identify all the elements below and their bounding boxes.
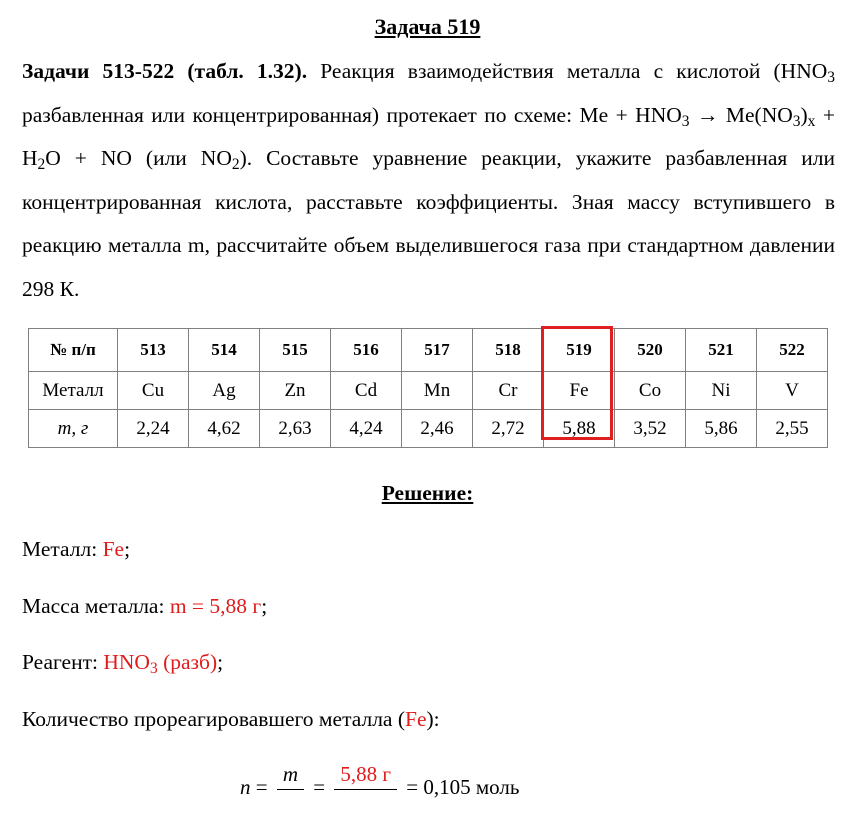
- punctuation: ):: [426, 707, 440, 731]
- table-row: [29, 329, 828, 372]
- formula-result: = 0,105: [406, 774, 471, 799]
- problem-lead: Задачи 513-522 (табл. 1.32).: [22, 59, 308, 83]
- table-cell: 515: [260, 329, 331, 372]
- equals-sign: =: [313, 774, 326, 799]
- statement-text: O + NO (или NO: [45, 146, 232, 170]
- statement-text: разбавленная или концентрированная) протекает по схеме: Me + HNO: [22, 102, 682, 127]
- fraction: [334, 762, 397, 816]
- table-cell: V: [757, 372, 828, 410]
- subscript: 3: [149, 659, 158, 677]
- punctuation: ;: [261, 594, 268, 618]
- formula-unit: моль: [475, 774, 520, 799]
- row-header: [29, 410, 118, 448]
- subscript: 2: [231, 155, 240, 173]
- reagent-value: [103, 650, 218, 677]
- table-cell: 517: [402, 329, 473, 372]
- metal-value: Fe: [102, 537, 125, 561]
- reagent-note: (разб): [157, 650, 218, 674]
- formula-lhs: n: [240, 774, 251, 799]
- solution-amount-line: [22, 707, 440, 732]
- statement-text: → Me(NO: [689, 102, 793, 127]
- problem-statement: [22, 50, 835, 311]
- table-cell: 519: [544, 329, 615, 372]
- table-cell: Zn: [260, 372, 331, 410]
- mass-label: Масса металла:: [22, 594, 170, 618]
- amount-formula: [240, 762, 519, 816]
- fraction-numerator: 5,88 г: [334, 762, 397, 790]
- statement-text: ). Составьте уравнение реакции, укажите разбавленная или концентрированная кислота, расставьте коэффициенты. Зная массу вступившего в реакцию металла m, рассчитайте объем выделившегося газа при стандартном давлении 298 К.: [22, 146, 835, 301]
- subscript: x: [807, 112, 816, 130]
- table-cell: 513: [118, 329, 189, 372]
- table-cell: 516: [331, 329, 402, 372]
- reagent-formula: HNO: [103, 650, 150, 674]
- table-cell: 4,62: [189, 410, 260, 448]
- fraction: [277, 762, 304, 816]
- table-cell: 514: [189, 329, 260, 372]
- table-cell: 4,24: [331, 410, 402, 448]
- amount-value: Fe: [405, 707, 427, 731]
- table-cell: 2,46: [402, 410, 473, 448]
- table-cell: 520: [615, 329, 686, 372]
- table-cell: Co: [615, 372, 686, 410]
- solution-mass-line: [22, 594, 267, 619]
- solution-reagent-line: [22, 650, 223, 675]
- row-header: Металл: [29, 372, 118, 410]
- subscript: 2: [37, 155, 46, 173]
- table-cell: 5,86: [686, 410, 757, 448]
- amount-label: Количество прореагировавшего металла (: [22, 707, 406, 731]
- table-cell: Ag: [189, 372, 260, 410]
- data-table: [28, 328, 828, 448]
- metal-label: Металл:: [22, 537, 103, 561]
- punctuation: ;: [217, 650, 224, 674]
- solution-title: Решение:: [381, 481, 474, 505]
- fraction-denominator: [334, 790, 397, 816]
- punctuation: ;: [124, 537, 131, 561]
- table-cell: 2,24: [118, 410, 189, 448]
- table-cell: 2,72: [473, 410, 544, 448]
- subscript: 3: [792, 112, 801, 130]
- table-cell: 521: [686, 329, 757, 372]
- table-cell: 2,55: [757, 410, 828, 448]
- table-cell: 2,63: [260, 410, 331, 448]
- table-cell: 5,88: [544, 410, 615, 448]
- statement-text: ): [800, 102, 808, 127]
- row-header: № п/п: [29, 329, 118, 372]
- table-cell: 522: [757, 329, 828, 372]
- reagent-label: Реагент:: [22, 650, 104, 674]
- table-cell: 3,52: [615, 410, 686, 448]
- table-cell: 518: [473, 329, 544, 372]
- statement-text: + H: [22, 102, 835, 170]
- solution-metal-line: [22, 537, 130, 562]
- fraction-numerator: m: [277, 762, 304, 790]
- statement-text: Реакция взаимодействия металла с кислотой (HNO: [307, 59, 828, 83]
- table-cell: Mn: [402, 372, 473, 410]
- table-cell: Cr: [473, 372, 544, 410]
- fraction-denominator: [277, 790, 304, 816]
- table-cell: Cu: [118, 372, 189, 410]
- table-cell: Ni: [686, 372, 757, 410]
- table-row: [29, 372, 828, 410]
- page-title: Задача 519: [374, 14, 481, 39]
- table-cell: Cd: [331, 372, 402, 410]
- table-cell: Fe: [544, 372, 615, 410]
- subscript: 3: [827, 68, 835, 86]
- mass-value: m = 5,88 г: [169, 594, 262, 618]
- subscript: 3: [681, 112, 690, 130]
- table-row: [29, 410, 828, 448]
- row-header-italic: m, г: [57, 417, 89, 439]
- equals-sign: =: [255, 774, 268, 799]
